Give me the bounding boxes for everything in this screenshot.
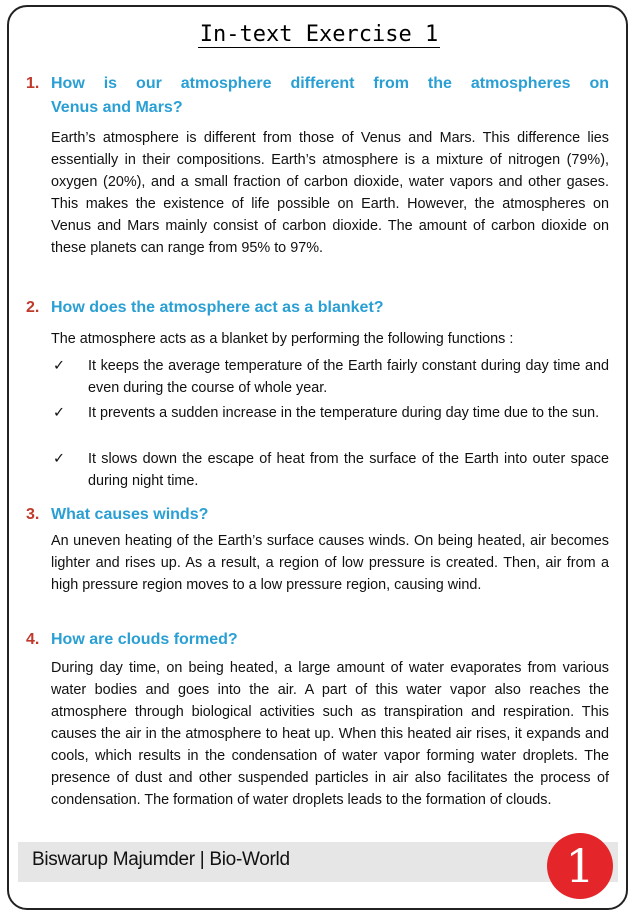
footer-author: Biswarup Majumder | Bio-World [32,849,290,870]
question-number: 4. [26,631,40,648]
question-number: 1. [26,75,40,92]
answer-2-point [51,448,609,492]
question-number: 3. [26,506,40,523]
question-4 [26,628,610,652]
question-text: How is our atmosphere different from the atmospheres on [51,75,609,92]
point-text: It slows down the escape of heat from the surface of the Earth into outer space during night time. [88,451,609,489]
answer-1: Earth’s atmosphere is different from those of Venus and Mars. This difference lies essentially in their compositions. Earth’s atmosphere is a mixture of nitrogen (79%), oxygen (20%), and a small fraction of carbon dioxide, water vapors and other gases. This makes the existence of life possible on Earth. However, the atmospheres on Venus and Mars mainly consist of carbon dioxide. The amount of carbon dioxide on these planets can range from 95% to 97%. [51,130,609,256]
check-icon: ✓ [53,451,66,467]
answer-2-intro: The atmosphere acts as a blanket by performing the following functions : [51,331,514,347]
question-text-continued: Venus and Mars? [51,99,183,116]
answer-2-point [51,355,609,399]
question-text: What causes winds? [51,506,209,523]
question-number: 2. [26,299,40,316]
question-text: How does the atmosphere act as a blanket? [51,299,384,316]
question-2 [26,296,610,320]
page-number-badge: 1 [547,833,613,899]
answer-2-point [51,402,609,424]
question-3 [26,503,610,527]
check-icon: ✓ [53,358,66,374]
page-title: In-text Exercise 1 [199,22,439,47]
question-1 [26,72,610,120]
question-text: How are clouds formed? [51,631,238,648]
answer-4: During day time, on being heated, a large amount of water evaporates from various water bodies and goes into the air. A part of this water vapor also reaches the atmosphere through biological activities such as transpiration and respiration. This causes the air in the atmosphere to heat up. When this heated air rises, it expands and cools, which results in the condensation of water vapor forming water droplets. The presence of dust and other suspended particles in air also facilitates the process of condensation. The formation of water droplets leads to the formation of clouds. [51,660,609,808]
check-icon: ✓ [53,405,66,421]
point-text: It prevents a sudden increase in the temperature during day time due to the sun. [88,405,600,421]
point-text: It keeps the average temperature of the Earth fairly constant during day time and even during the course of whole year. [88,358,609,396]
answer-3: An uneven heating of the Earth’s surface causes winds. On being heated, air becomes lighter and rises up. As a result, a region of low pressure is created. Then, air from a high pressure region moves to a low pressure region, causing wind. [51,533,609,593]
